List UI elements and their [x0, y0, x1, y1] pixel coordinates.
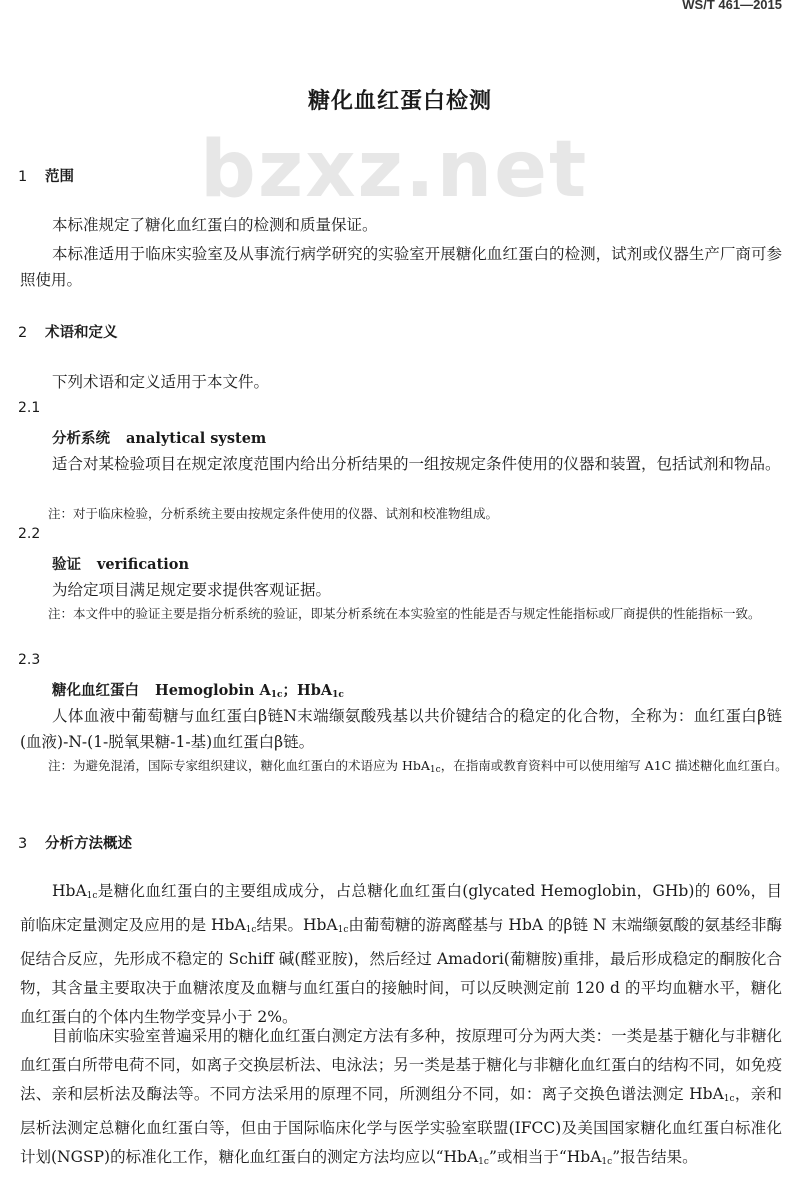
watermark: bzxz.net: [200, 125, 589, 215]
section-number: 1: [18, 169, 28, 185]
section-3-heading: [18, 832, 132, 853]
term-zh: 糖化血红蛋白: [52, 683, 139, 699]
section-1-heading: [18, 165, 74, 186]
term-hba1c: [52, 679, 344, 700]
term-note: 注：为避免混淆，国际专家组织建议，糖化血红蛋白的术语应为 HbA$_{1c}$，在指南或教育资料中可以使用缩写 A1C 描述糖化血红蛋白。: [48, 758, 788, 775]
clause-number: 2.3: [18, 652, 41, 668]
term-definition: 人体血液中葡萄糖与血红蛋白β链N末端缬氨酸残基以共价键结合的稳定的化合物，全称为：血红蛋白β链(血液)-N-(1-脱氧果糖-1-基)血红蛋白β链。: [20, 707, 782, 751]
term-verification: [52, 553, 189, 574]
section-number: 2: [18, 325, 28, 341]
section-title: 范围: [45, 169, 74, 185]
term-note: 注：本文件中的验证主要是指分析系统的验证，即某分析系统在本实验室的性能是否与规定性能指标或厂商提供的性能指标一致。: [48, 606, 761, 621]
scope-paragraph-1: 本标准规定了糖化血红蛋白的检测和质量保证。: [52, 216, 378, 234]
clause-number: 2.2: [18, 526, 41, 542]
term-analytical-system: [52, 427, 266, 448]
standard-number: WS/T 461—2015: [682, 0, 782, 12]
term-en: Hemoglobin $A_{1c}$；HbA$_{1c}$: [155, 682, 344, 700]
section-number: 3: [18, 836, 28, 852]
section-title: 术语和定义: [45, 325, 118, 341]
term-en: analytical system: [126, 430, 267, 447]
term-en: verification: [97, 556, 189, 573]
clause-number: 2.1: [18, 400, 41, 416]
term-zh: 验证: [52, 557, 81, 573]
term-note: 注：对于临床检验，分析系统主要由按规定条件使用的仪器、试剂和校准物组成。: [48, 506, 499, 521]
term-zh: 分析系统: [52, 431, 110, 447]
section-title: 分析方法概述: [45, 836, 132, 852]
methods-paragraph-1: HbA$_{1c}$是糖化血红蛋白的主要组成成分，占总糖化血红蛋白(glycated Hemoglobin，GHb)的 60%，目前临床定量测定及应用的是 HbA$_{1c}$结果。HbA$_{1c}$由葡萄糖的游离醛基与 HbA 的β链 N 末端缬氨酸的氨基经非酶促结合反应，先形成不稳定的 Schiff 碱(醛亚胺)，然后经过 Amadori(葡糖胺)重排，最后形成稳定的酮胺化合物，其含量主要取决于血糖浓度及血糖与血红蛋白的接触时间，可以反映测定前 120 d 的平均血糖水平，糖化血红蛋白的个体内生物学变异小于 2%。: [20, 882, 782, 1026]
section-2-heading: [18, 321, 118, 342]
term-definition: 为给定项目满足规定要求提供客观证据。: [52, 581, 332, 599]
scope-paragraph-2: 本标准适用于临床实验室及从事流行病学研究的实验室开展糖化血红蛋白的检测，试剂或仪器生产厂商可参照使用。: [20, 245, 782, 289]
methods-paragraph-2: 目前临床实验室普遍采用的糖化血红蛋白测定方法有多种，按原理可分为两大类：一类是基于糖化与非糖化血红蛋白所带电荷不同，如离子交换层析法、电泳法；另一类是基于糖化与非糖化血红蛋白的结构不同，如免疫法、亲和层析法及酶法等。不同方法采用的原理不同，所测组分不同，如：离子交换色谱法测定 HbA$_{1c}$，亲和层析法测定总糖化血红蛋白等，但由于国际临床化学与医学实验室联盟(IFCC)及美国国家糖化血红蛋白标准化计划(NGSP)的标准化工作，糖化血红蛋白的测定方法均应以“HbA$_{1c}$”或相当于“HbA$_{1c}$”报告结果。: [20, 1027, 782, 1167]
term-definition: 适合对某检验项目在规定浓度范围内给出分析结果的一组按规定条件使用的仪器和装置，包括试剂和物品。: [52, 455, 781, 473]
document-title: 糖化血红蛋白检测: [307, 89, 492, 114]
terms-intro: 下列术语和定义适用于本文件。: [52, 373, 270, 391]
